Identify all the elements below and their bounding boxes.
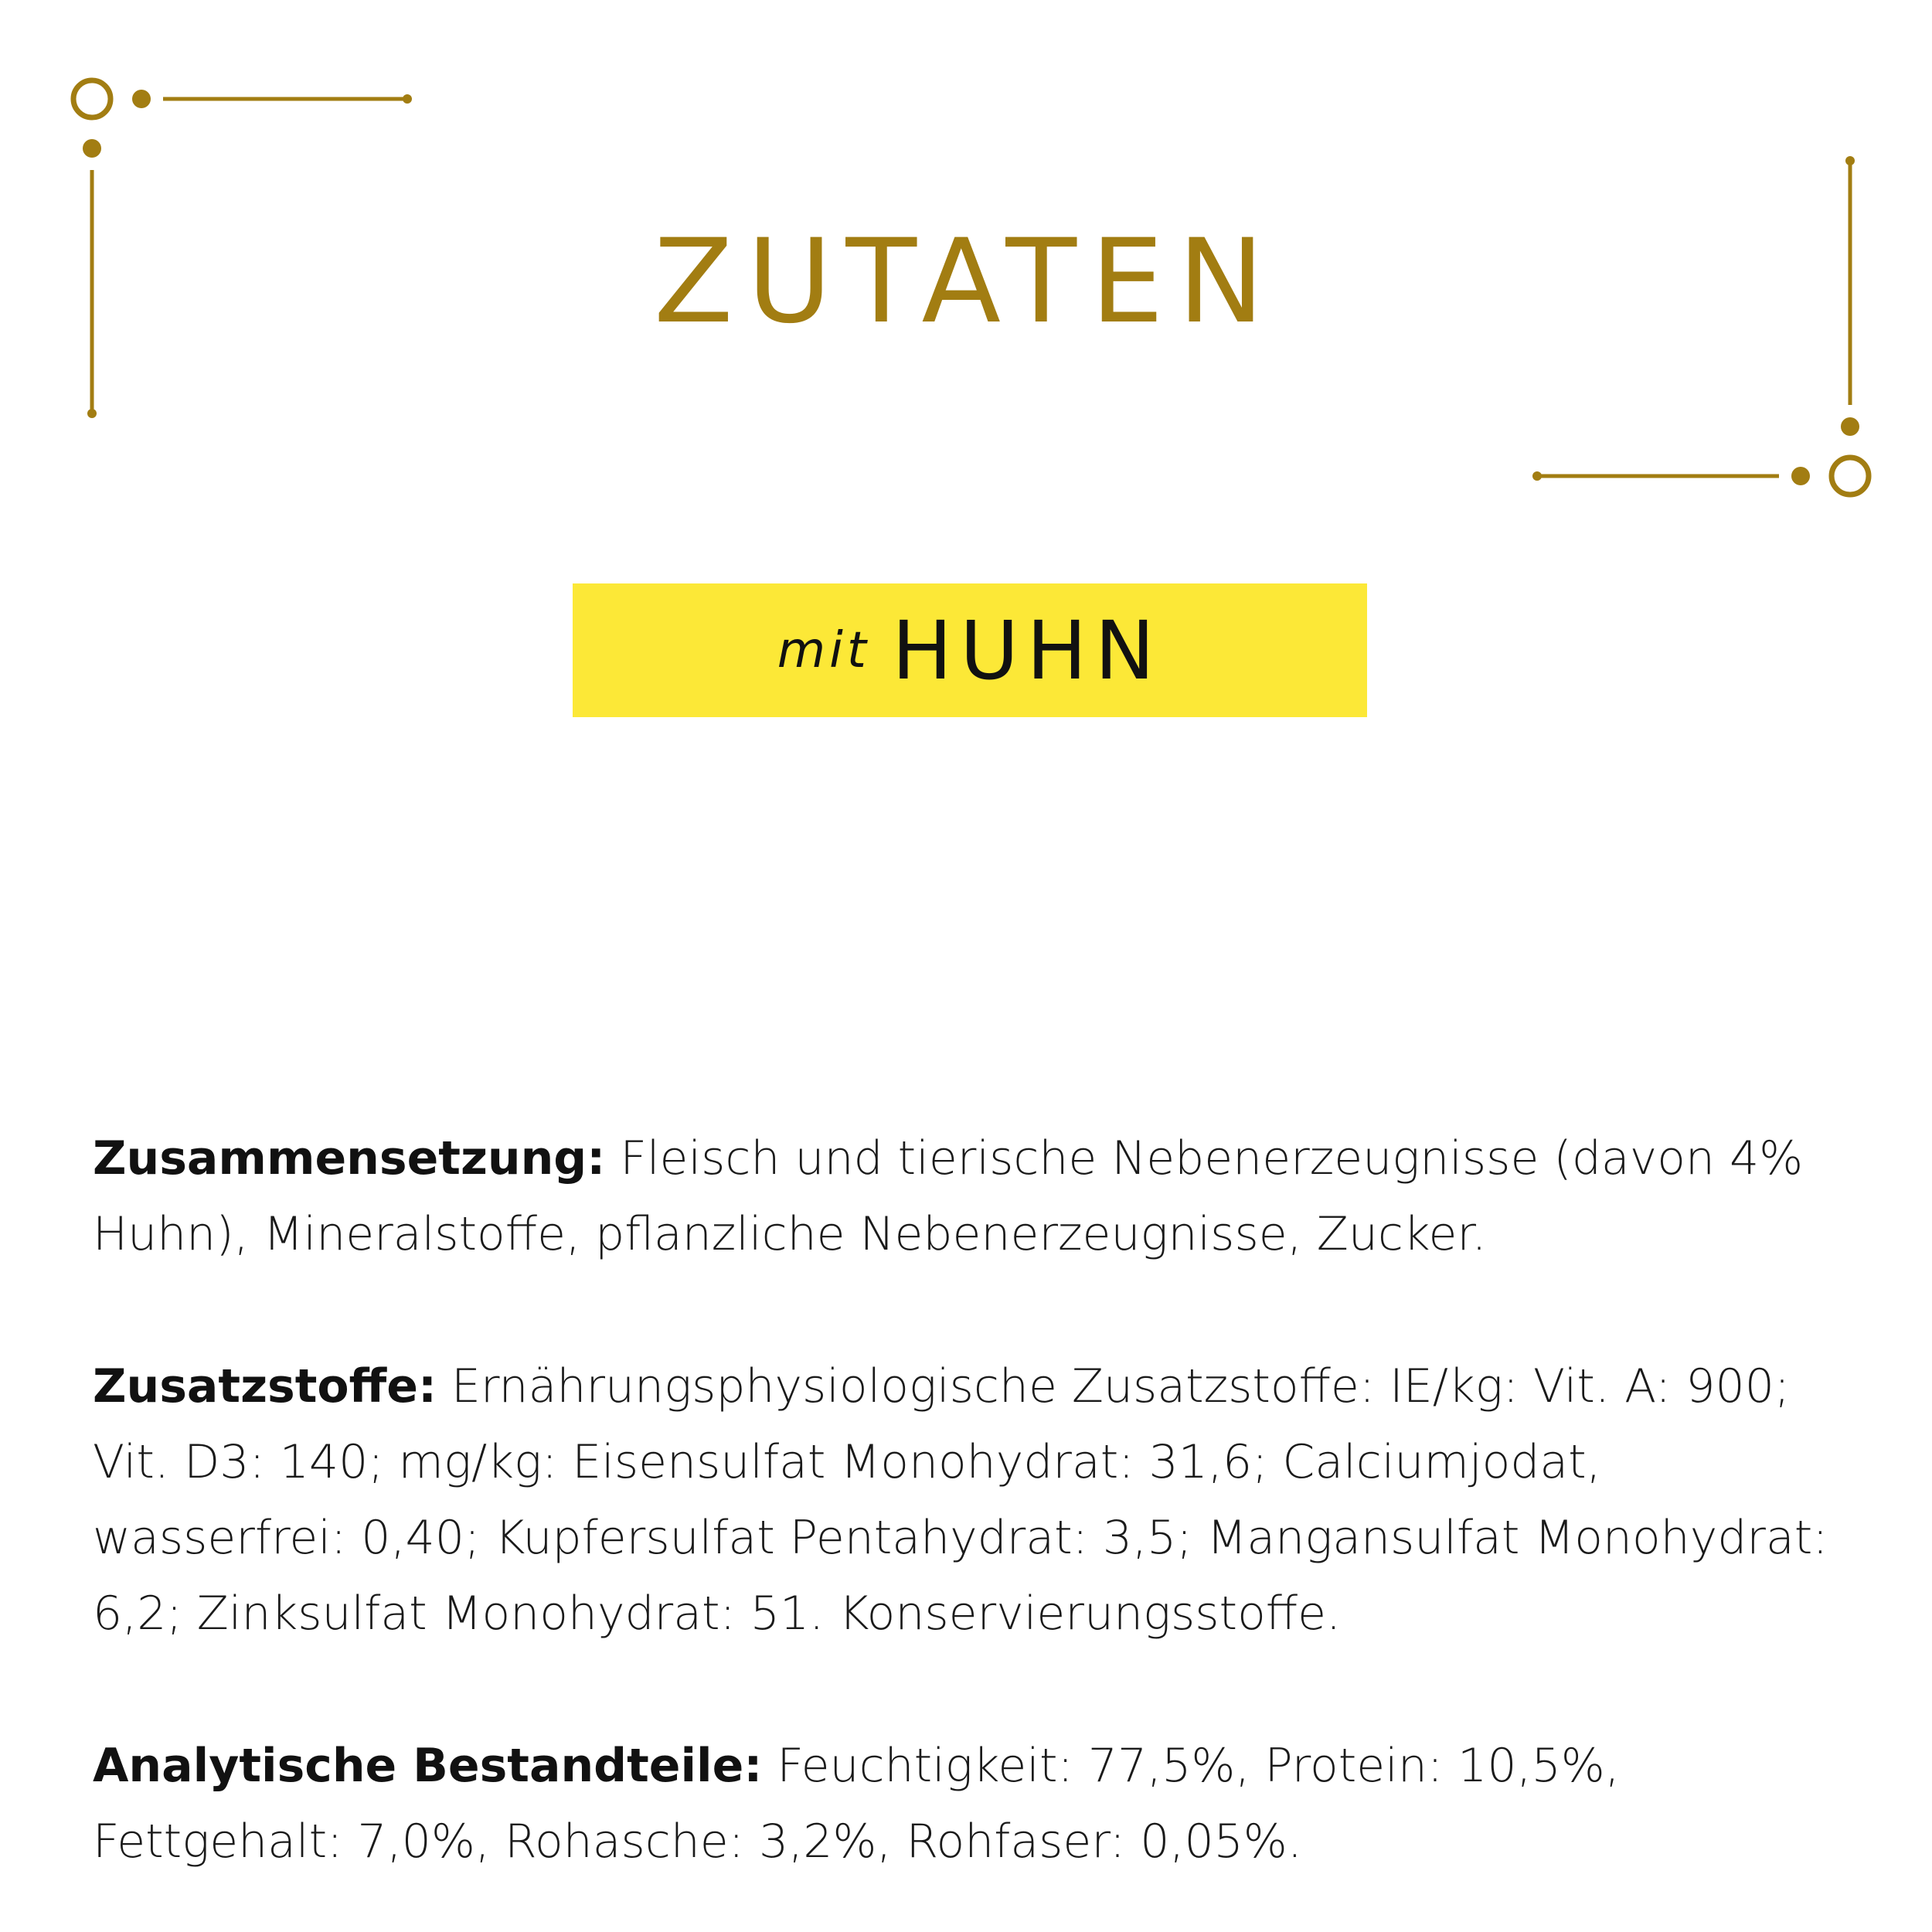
additives-label: Zusatzstoffe: xyxy=(93,1359,437,1413)
analytical-section xyxy=(93,1728,1855,1879)
composition-section xyxy=(93,1121,1855,1272)
composition-label: Zusammensetzung: xyxy=(93,1131,606,1185)
additives-section xyxy=(93,1349,1855,1651)
page-title: ZUTATEN xyxy=(653,215,1279,349)
analytical-label: Analytische Bestandteile: xyxy=(93,1739,763,1793)
analytical-text: Feuchtigkeit: 77,5%, Protein: 10,5%, Fettgehalt: 7,0%, Rohasche: 3,2%, Rohfaser: 0,05%. xyxy=(93,1739,1620,1869)
flavor-name: HUHN xyxy=(891,603,1163,698)
flavor-prefix: mit xyxy=(777,621,870,679)
composition-text: Fleisch und tierische Nebenerzeugnisse (davon 4% Huhn), Mineralstoffe, pflanzliche Nebenerzeugnisse, Zucker. xyxy=(93,1131,1804,1261)
flavor-banner xyxy=(573,583,1367,717)
additives-text: Ernährungsphysiologische Zusatzstoffe: IE/kg: Vit. A: 900; Vit. D3: 140; mg/kg: Eisensulfat Monohydrat: 31,6; Calciumjodat, wasserfrei: 0,40; Kupfersulfat Pentahydrat: 3,5; Mangansulfat Monohydrat: 6,2; Zinksulfat Monohydrat: 51. Konservierungsstoffe. xyxy=(93,1359,1828,1641)
